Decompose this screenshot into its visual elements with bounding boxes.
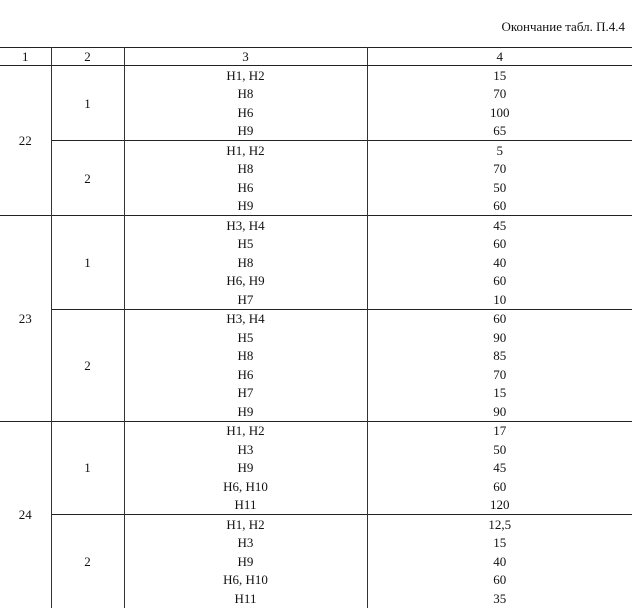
table-row	[0, 216, 632, 235]
value-cell: 35	[367, 589, 632, 608]
value-cell: 15	[367, 384, 632, 403]
value-cell: 15	[367, 66, 632, 85]
value-cell: 70	[367, 85, 632, 104]
node-cell: Н6, Н10	[124, 571, 367, 590]
value-cell: 90	[367, 402, 632, 421]
data-table	[0, 47, 632, 608]
node-cell: Н6	[124, 103, 367, 122]
value-cell: 50	[367, 440, 632, 459]
node-cell: Н3	[124, 534, 367, 553]
node-cell: Н3, Н4	[124, 309, 367, 328]
value-cell: 100	[367, 103, 632, 122]
node-cell: Н7	[124, 290, 367, 309]
value-cell: 12,5	[367, 515, 632, 534]
node-cell: Н1, Н2	[124, 515, 367, 534]
node-cell: Н1, Н2	[124, 421, 367, 440]
node-cell: Н5	[124, 328, 367, 347]
table-row	[0, 515, 632, 534]
value-cell: 60	[367, 309, 632, 328]
subgroup-number-cell: 1	[51, 421, 124, 515]
value-cell: 17	[367, 421, 632, 440]
node-cell: Н1, Н2	[124, 66, 367, 85]
value-cell: 60	[367, 197, 632, 216]
node-cell: Н9	[124, 197, 367, 216]
subgroup-number-cell: 2	[51, 309, 124, 421]
node-cell: Н9	[124, 122, 367, 141]
value-cell: 90	[367, 328, 632, 347]
node-cell: Н7	[124, 384, 367, 403]
value-cell: 45	[367, 216, 632, 235]
subgroup-number-cell: 2	[51, 141, 124, 216]
value-cell: 60	[367, 235, 632, 254]
group-number-cell: 22	[0, 66, 51, 216]
value-cell: 120	[367, 496, 632, 515]
table-caption: Окончание табл. П.4.4	[501, 19, 625, 34]
value-cell: 70	[367, 365, 632, 384]
group-number-cell: 23	[0, 216, 51, 422]
node-cell: Н9	[124, 459, 367, 478]
value-cell: 45	[367, 459, 632, 478]
table-row	[0, 141, 632, 160]
header-row	[0, 48, 632, 66]
value-cell: 40	[367, 552, 632, 571]
node-cell: Н6	[124, 178, 367, 197]
table-row	[0, 421, 632, 440]
node-cell: Н8	[124, 347, 367, 366]
node-cell: Н8	[124, 160, 367, 179]
value-cell: 10	[367, 290, 632, 309]
column-header: 4	[367, 48, 632, 66]
subgroup-number-cell: 2	[51, 515, 124, 608]
value-cell: 70	[367, 160, 632, 179]
table-row	[0, 309, 632, 328]
node-cell: Н6, Н10	[124, 477, 367, 496]
node-cell: Н6, Н9	[124, 272, 367, 291]
value-cell: 60	[367, 272, 632, 291]
node-cell: Н6	[124, 365, 367, 384]
value-cell: 40	[367, 253, 632, 272]
table-body	[0, 48, 632, 608]
subgroup-number-cell: 1	[51, 216, 124, 310]
node-cell: Н8	[124, 253, 367, 272]
value-cell: 15	[367, 534, 632, 553]
value-cell: 65	[367, 122, 632, 141]
node-cell: Н5	[124, 235, 367, 254]
node-cell: Н11	[124, 589, 367, 608]
node-cell: Н1, Н2	[124, 141, 367, 160]
column-header: 3	[124, 48, 367, 66]
column-header: 1	[0, 48, 51, 66]
value-cell: 5	[367, 141, 632, 160]
value-cell: 50	[367, 178, 632, 197]
node-cell: Н11	[124, 496, 367, 515]
table-row	[0, 66, 632, 85]
node-cell: Н8	[124, 85, 367, 104]
node-cell: Н3, Н4	[124, 216, 367, 235]
group-number-cell: 24	[0, 421, 51, 608]
node-cell: Н9	[124, 402, 367, 421]
subgroup-number-cell: 1	[51, 66, 124, 141]
value-cell: 85	[367, 347, 632, 366]
node-cell: Н3	[124, 440, 367, 459]
column-header: 2	[51, 48, 124, 66]
node-cell: Н9	[124, 552, 367, 571]
value-cell: 60	[367, 477, 632, 496]
value-cell: 60	[367, 571, 632, 590]
